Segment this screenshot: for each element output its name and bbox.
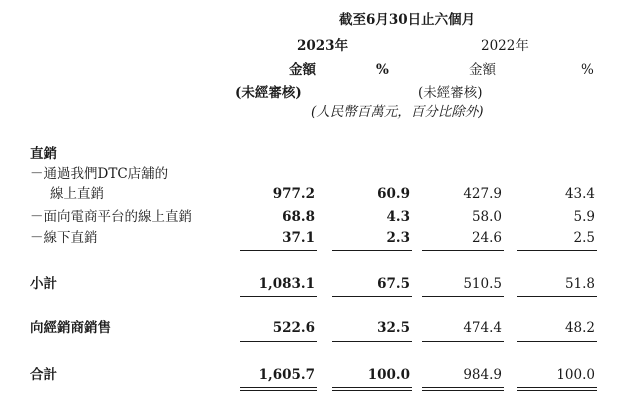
- amount-2023-header: 金額: [289, 62, 316, 78]
- rule-below-subtotal-pct-2022: [517, 296, 597, 297]
- total-amount-2023: 1,605.7: [258, 367, 315, 383]
- subtotal-pct-2023: 67.5: [377, 276, 410, 292]
- row-dtc-pct-2022: 43.4: [564, 186, 595, 202]
- total-amount-2022: 984.9: [463, 367, 502, 383]
- double-rule-total-pct-2023-b: [332, 390, 412, 391]
- rule-below-distributor-pct-2022: [517, 341, 597, 342]
- pct-2023-header: %: [376, 62, 389, 78]
- year-2022-header: 2022年: [481, 38, 529, 54]
- row-offline-amount-2023: 37.1: [282, 230, 315, 246]
- total-label: 合計: [30, 367, 57, 383]
- rule-above-subtotal-pct-2022: [517, 250, 597, 251]
- unit-note: (人民幣百萬元，百分比除外): [311, 104, 484, 120]
- row-offline-label: －線下直銷: [30, 230, 98, 246]
- row-ecommerce-pct-2022: 5.9: [573, 209, 595, 225]
- row-dtc-pct-2023: 60.9: [377, 186, 410, 202]
- row-offline-pct-2023: 2.3: [386, 230, 410, 246]
- double-rule-total-amount-2023-b: [240, 390, 317, 391]
- double-rule-total-amount-2022-a: [422, 387, 504, 388]
- subtotal-amount-2022: 510.5: [463, 276, 502, 292]
- row-dtc-amount-2022: 427.9: [463, 186, 502, 202]
- distributor-amount-2022: 474.4: [463, 320, 502, 336]
- amount-2022-header: 金額: [469, 62, 496, 78]
- row-ecommerce-label: －面向電商平台的線上直銷: [30, 209, 192, 225]
- double-rule-total-amount-2022-b: [422, 390, 504, 391]
- row-offline-pct-2022: 2.5: [573, 230, 595, 246]
- double-rule-total-amount-2023-a: [240, 387, 317, 388]
- subtotal-amount-2023: 1,083.1: [258, 276, 315, 292]
- rule-above-subtotal-pct-2023: [332, 250, 412, 251]
- double-rule-total-pct-2023-a: [332, 387, 412, 388]
- pct-2022-header: %: [581, 62, 594, 78]
- row-ecommerce-pct-2023: 4.3: [386, 209, 410, 225]
- double-rule-total-pct-2022-b: [517, 390, 597, 391]
- distributor-label: 向經銷商銷售: [30, 320, 111, 336]
- rule-above-subtotal-amount-2022: [422, 250, 504, 251]
- distributor-pct-2023: 32.5: [377, 320, 410, 336]
- subtotal-label: 小計: [30, 276, 57, 292]
- rule-below-distributor-pct-2023: [332, 341, 412, 342]
- unaudited-2022: (未經審核): [418, 85, 483, 101]
- distributor-pct-2022: 48.2: [564, 320, 595, 336]
- row-dtc-amount-2023: 977.2: [272, 186, 315, 202]
- total-pct-2022: 100.0: [556, 367, 595, 383]
- rule-below-subtotal-pct-2023: [332, 296, 412, 297]
- row-ecommerce-amount-2022: 58.0: [471, 209, 502, 225]
- period-header: 截至6月30日止六個月: [339, 12, 476, 28]
- rule-below-subtotal-amount-2022: [422, 296, 504, 297]
- distributor-amount-2023: 522.6: [272, 320, 315, 336]
- rule-below-distributor-amount-2022: [422, 341, 504, 342]
- section-direct-sales: 直銷: [30, 146, 57, 162]
- rule-below-distributor-amount-2023: [240, 341, 317, 342]
- row-offline-amount-2022: 24.6: [471, 230, 502, 246]
- rule-above-subtotal-amount-2023: [240, 250, 317, 251]
- rule-below-subtotal-amount-2023: [240, 296, 317, 297]
- total-pct-2023: 100.0: [367, 367, 410, 383]
- row-dtc-label-line2: 線上直銷: [50, 186, 104, 202]
- row-ecommerce-amount-2023: 68.8: [282, 209, 315, 225]
- double-rule-total-pct-2022-a: [517, 387, 597, 388]
- subtotal-pct-2022: 51.8: [564, 276, 595, 292]
- unaudited-2023: (未經審核): [235, 85, 302, 101]
- year-2023-header: 2023年: [297, 38, 349, 54]
- row-dtc-label-line1: －通過我們DTC店舖的: [30, 166, 169, 182]
